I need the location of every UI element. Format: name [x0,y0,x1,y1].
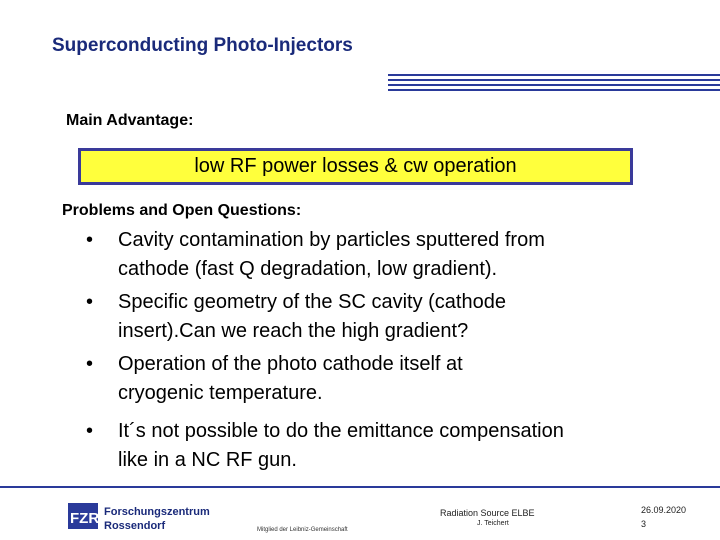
author-text: J. Teichert [477,520,509,527]
logo-line2: Rossendorf [104,520,166,532]
page-number: 3 [641,519,647,529]
bullet-icon: • [86,353,94,375]
bullet-line: Cavity contamination by particles sputtered from [118,229,545,251]
bullet-line: It´s not possible to do the emittance compensation [118,420,564,442]
list-item [86,226,686,284]
problems-label: Problems and Open Questions: [62,202,302,219]
bullet-icon: • [86,420,94,442]
bullet-line: like in a NC RF gun. [118,449,297,471]
bullet-icon: • [86,291,94,313]
footer-rule [0,486,720,488]
slide-title: Superconducting Photo-Injectors [52,35,353,56]
highlight-box: low RF power losses & cw operation [78,148,633,185]
header-rule [388,89,720,91]
radiation-source-text: Radiation Source ELBE [440,508,535,518]
bullet-line: cryogenic temperature. [118,382,323,404]
fzr-logo [66,497,246,537]
list-item [86,350,686,408]
header-rule [388,79,720,81]
date-text: 26.09.2020 [641,505,687,515]
bullet-icon: • [86,229,94,251]
logo-mark: FZR [70,510,100,527]
bullet-line: Specific geometry of the SC cavity (cathode [118,291,506,313]
bullet-line: insert).Can we reach the high gradient? [118,320,469,342]
final-list [86,417,686,479]
bullet-line: cathode (fast Q degradation, low gradient). [118,258,498,280]
list-item [86,417,686,475]
logo-line1: Forschungszentrum [104,506,210,518]
header-rule [388,84,720,86]
main-advantage-label: Main Advantage: [66,112,194,129]
bullet-line: Operation of the photo cathode itself at [118,353,463,375]
header-rule [388,74,720,76]
list-item [86,288,686,346]
problem-list [86,226,686,412]
leibniz-text: Mitglied der Leibniz-Gemeinschaft [257,527,348,533]
